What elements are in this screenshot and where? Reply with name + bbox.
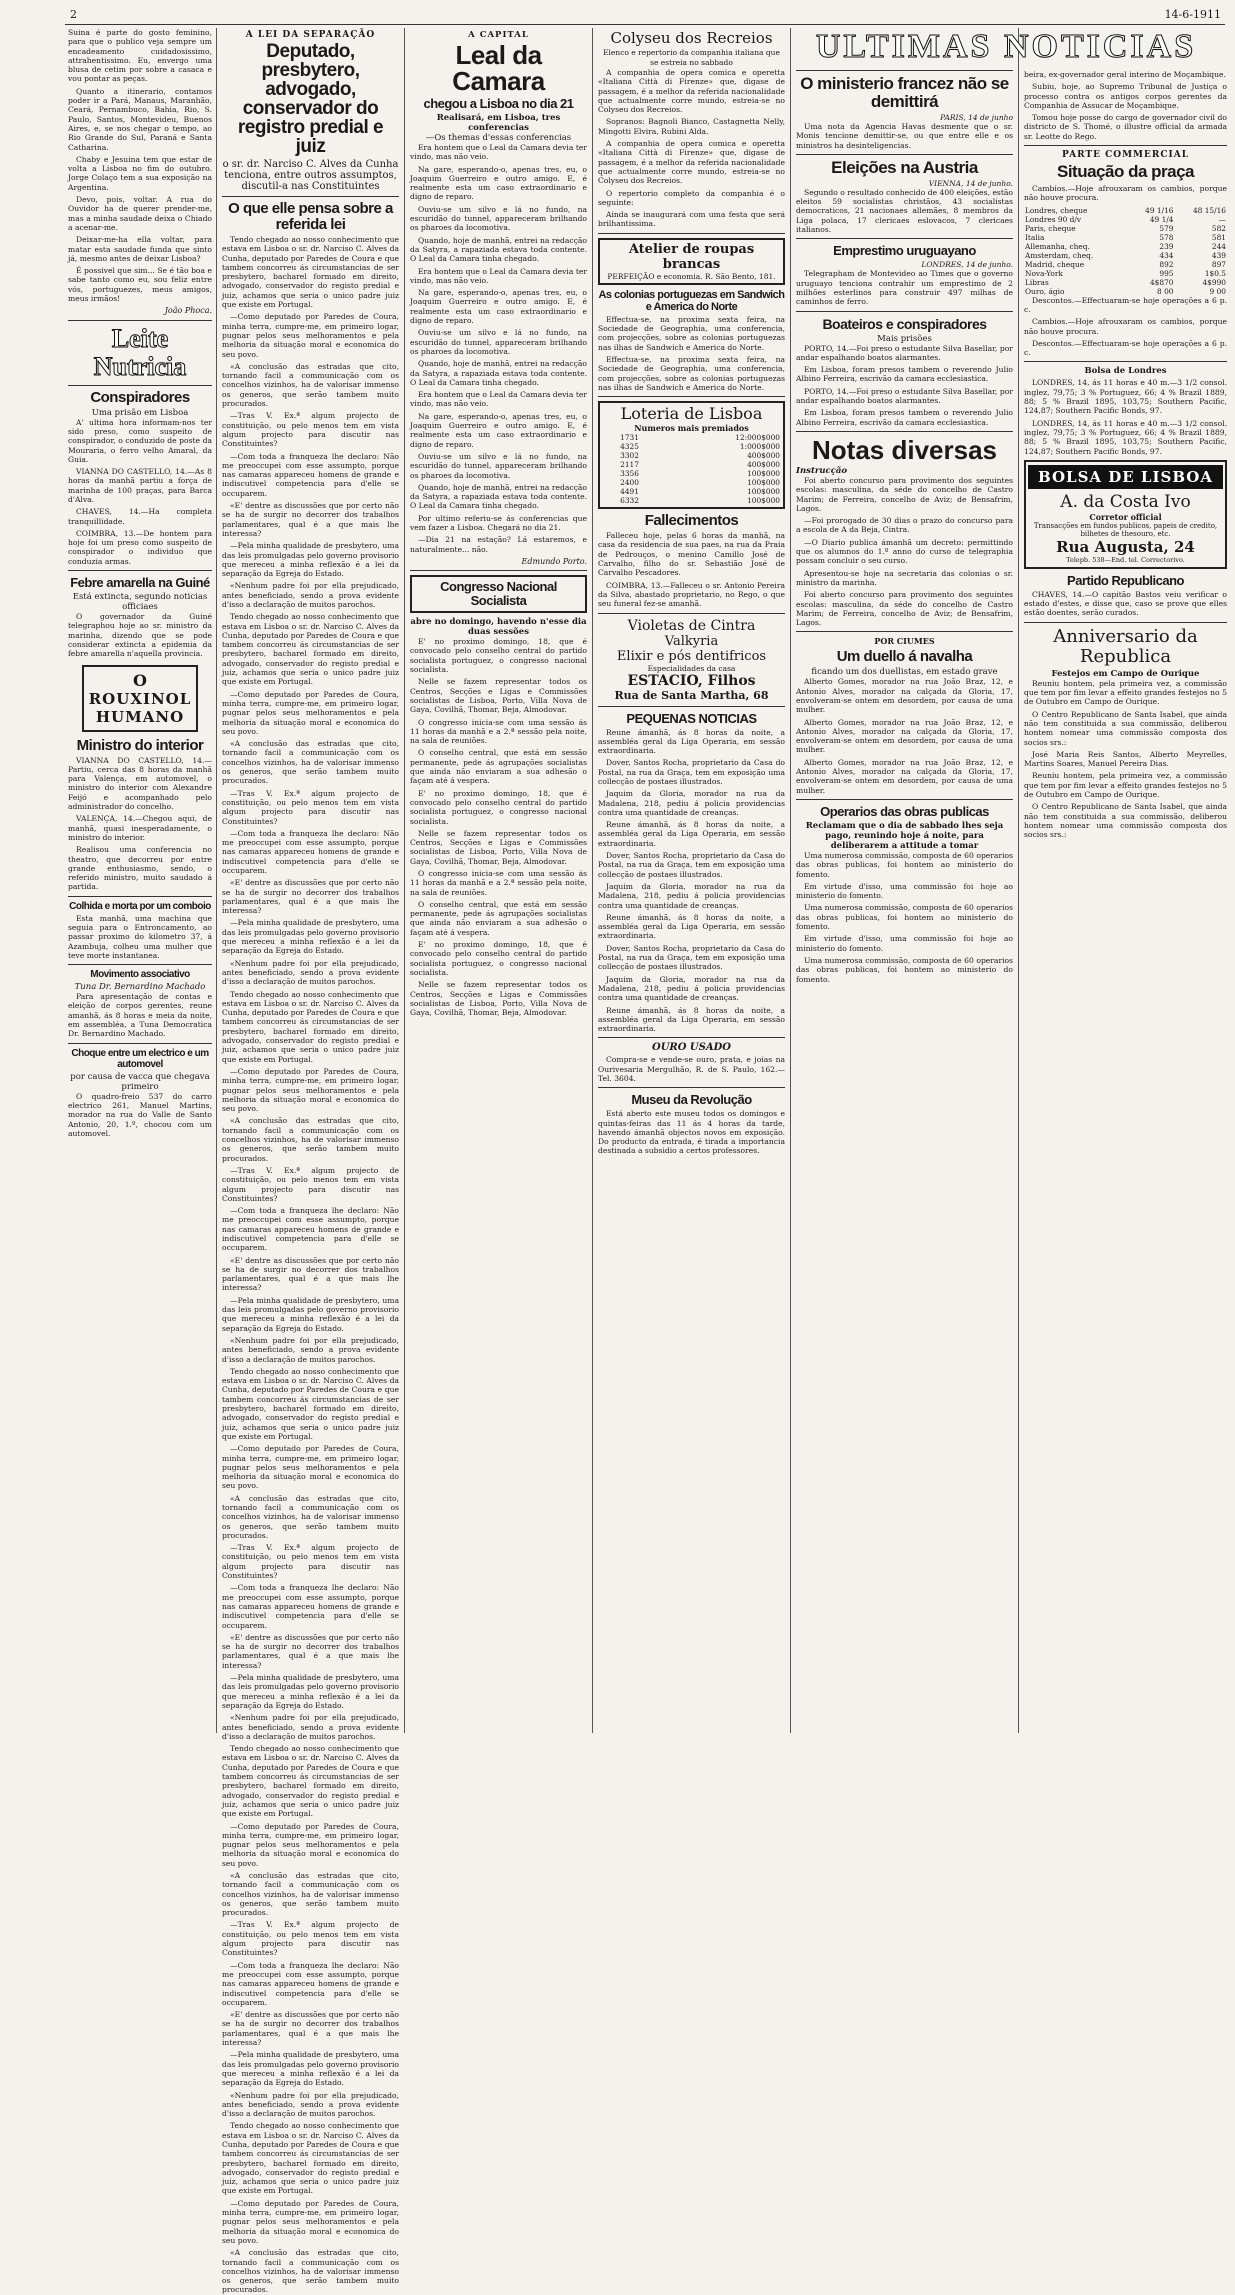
paragraph: —Tras V. Ex.ª algum projecto de constituição, ou pelo menos tem em vista algum projecto para discutir nas Constituintes? [222, 1165, 399, 1203]
headline: As colonias portuguezas em Sandwich e America do Norte [598, 288, 785, 313]
paragraph: Subiu, hoje, ao Supremo Tribunal de Justiça o processo contra os antigos corpos gerentes da Companhia de Assucar de Moçambique. [1024, 82, 1227, 110]
dateline: PARIS, 14 de junho [940, 113, 1013, 122]
page-date: 14-6-1911 [1164, 8, 1221, 21]
column-rule [404, 28, 405, 1733]
column-rule [1018, 28, 1019, 1733]
paragraph: Tendo chegado ao nosso conhecimento que estava em Lisboa o sr. dr. Narciso C. Alves da Cunha, deputado por Paredes de Coura e que tambem concorreu ás circumstancias de ser presbytero, bacharel formado em direito, advogado, conservador do registo predial e juiz, achamos que seria o unico padre juiz que existe em Portugal. [222, 989, 399, 1064]
costa-ivo-ad: BOLSA DE LISBOA A. da Costa Ivo Corretor official Transacções em fundos publicos, papeis de credito, bilhetes de thesouro, etc. Rua Augusta, 24 Telepb. 538—End. tel. Correctorivo. [1024, 460, 1227, 569]
subheadline: abre no domingo, havendo n'esse dia duas sessões [410, 617, 587, 638]
table-row [1024, 287, 1227, 296]
table-cell: 100$000 [747, 487, 780, 497]
paragraph: Jaquim da Gloria, morador na rua da Madalena, 218, pediu á policia providencias contra uma quantidade de creanças. [598, 881, 785, 910]
paragraph: Effectua-se, na proxima sexta feira, na Sociedade de Geographia, uma conferencia, com projecções, sobre as colonias portuguezas nas ilhas de Sandwich e America do Norte. [598, 314, 785, 352]
headline: Conspiradores [90, 388, 190, 406]
paragraph: A companhia de opera comica e operetta «Italiana Città di Firenze» que, digase de passagem, é a melhor da referida nacionalidade que actualmente corre mundo, estreia-se no Colyseu dos Recreios. [598, 68, 785, 115]
headline: Bolsa de Londres [1084, 366, 1167, 377]
subheadline: Uma prisão em Lisboa [91, 407, 189, 418]
subheadline: Festejos em Campo de Ourique [1051, 668, 1200, 679]
deck: o sr. dr. Narciso C. Alves da Cunha tenciona, entre outros assumptos, discutil-a nas Constituintes [222, 159, 399, 192]
paragraph: Na gare, esperando-o, apenas tres, eu, o Joaquim Guerreiro e outro amigo. E, é realmente esta um caso extraordinario e digno de reparo. [410, 411, 587, 449]
table-cell: 2400 [620, 478, 639, 488]
paragraph: —O Diario publica ámanhã um decreto: permittindo que os alumnos do 1.º anno do curso de telegraphia possam concluir o seu curso. [796, 537, 1013, 566]
table-cell: 439 [1211, 250, 1226, 260]
paragraph: O congresso inicia-se com uma sessão ás 11 horas da manhã e a 2.ª sessão pela noite, na sala de reuniões. [410, 717, 587, 746]
paragraph: —Tras V. Ex.ª algum projecto de constituição, ou pelo menos tem em vista algum projecto para discutir nas Constituintes? [222, 1920, 399, 1958]
subhead: O que elle pensa sobre a referida lei [228, 200, 393, 233]
subheadline: chegou a Lisboa no dia 21 [423, 96, 574, 111]
paragraph: Era hontem que o Leal da Camara devia ter vindo, mas não veio. [410, 266, 587, 285]
paragraph: Na gare, esperando-o, apenas tres, eu, o Joaquim Guerreiro e outro amigo. E, é realmente esta um caso extraordinario e digno de reparo. [410, 164, 587, 202]
headline: Colyseu dos Recreios [610, 29, 773, 47]
headline: O ministerio francez não se demittirá [800, 74, 1009, 111]
paragraph: Em Lisboa, foram presos tambem o reverendo Julio Albino Ferreira, escrivão da camara ecclesiastica. [796, 408, 1013, 427]
table-cell: 4491 [620, 487, 639, 497]
paragraph: —Pela minha qualidade de presbytero, uma das leis promulgadas pelo governo provisorio que mereceu a minha reflexão é a lei da separação da Egreja do Estado. [222, 1673, 399, 1710]
table-cell: Amsterdam, cheq. [1025, 250, 1094, 260]
headline: Um duello á navalha [836, 648, 973, 666]
paragraph: Tendo chegado ao nosso conhecimento que estava em Lisboa o sr. dr. Narciso C. Alves da Cunha, deputado por Paredes de Coura e que tambem concorreu ás circumstancias de ser presbytero, bacharel formado em direito, advogado, conservador do registo predial e juiz, achamos que seria o unico padre juiz que existe em Portugal. [222, 235, 399, 310]
paragraph: «A conclusão das estradas que cito, tornando facil a communicação com os concelhos vizinhos, ha de valorisar immenso os generos, que serão tambem muito procurados. [222, 361, 399, 409]
paragraph: —Com toda a franqueza lhe declaro: Não me preoccupei com esse assumpto, porque nas camaras appareceu homens de grande e indiscutivel competencia para d'elle se occuparem. [222, 1206, 399, 1253]
paragraph: beira, ex-governador geral interino de Moçambique. [1024, 70, 1226, 79]
paragraph: E' no proximo domingo, 18, que é convocado pelo conselho central do partido socialista portuguez, o congresso nacional socialista. [410, 788, 587, 826]
column-1 [68, 28, 212, 1733]
paragraph: Alberto Gomes, morador na rua João Braz, 12, e Antonio Alves, morador na calçada da Gloria, 17, envolveram-se ontem em desordem, por causa de uma mulher. [796, 677, 1013, 715]
subheadline: Mais prisões [877, 333, 932, 344]
paragraph: Reune ámanhã, ás 8 horas da noite, a assembléa geral da Liga Operaria, em sessão extraordinaria. [598, 912, 785, 941]
paragraph: Foi aberto concurso para provimento dos seguintes escolas: masculina, da séde do concelho de Castro Marim; de Ferreira, concelho de Aviz; de Bensafrim, Lagos. [796, 590, 1013, 628]
table-cell: Ouro, ágio [1025, 286, 1065, 296]
table-cell: 8 00 [1157, 286, 1174, 296]
headline: Colhida e morta por um comboio [69, 900, 211, 912]
paragraph: «E' dentre as discussões que por certo não se ha de surgir no decorrer dos trabalhos parlamentares, qual é a que mais lhe interessa? [222, 1255, 399, 1293]
deck: Realisará, em Lisboa, tres conferencias [436, 113, 561, 133]
table-row [1024, 260, 1227, 269]
paragraph: —Com toda a franqueza lhe declaro: Não me preoccupei com esse assumpto, porque nas camaras appareceu homens de grande e indiscutivel competencia para d'elle se occuparem. [222, 451, 399, 498]
paragraph: «Nenhum padre foi por ella prejudicado, antes beneficiado, sendo a prova evidente d'isso a declaração de muitos parochos. [222, 2090, 399, 2119]
table-cell: Nova-York [1025, 268, 1063, 278]
column-2 [222, 28, 399, 2295]
paragraph: Ouviu-se um silvo e lá no fundo, na escuridão do tunnel, appareceram brilhando os pharoes da locomotiva. [410, 328, 587, 356]
table-cell: 3302 [620, 451, 639, 461]
loteria-table [602, 433, 781, 505]
table-cell: 49 1/16 [1145, 205, 1174, 215]
paragraph: «Nenhum padre foi por ella prejudicado, antes beneficiado, sendo a prova evidente d'isso a declaração de muitos parochos. [222, 581, 399, 609]
paragraph: Cambios.—Hoje afrouxaram os cambios, porque não houve procura. [1024, 317, 1227, 336]
headline: Partido Republicano [1067, 572, 1184, 588]
paragraph: «Nenhum padre foi por ella prejudicado, antes beneficiado, sendo a prova evidente d'isso a declaração de muitos parochos. [222, 1335, 399, 1364]
paragraph: «E' dentre as discussões que por certo não se ha de surgir no decorrer dos trabalhos parlamentares, qual é a que mais lhe interessa? [222, 2010, 399, 2048]
paragraph: O governador da Guiné telegraphou hoje ao sr. ministro da marinha, dizendo que se pode considerar extincta a epidemia da febre amarella n'aquella provincia. [68, 612, 212, 659]
paragraph: Tendo chegado ao nosso conhecimento que estava em Lisboa o sr. dr. Narciso C. Alves da Cunha, deputado por Paredes de Coura e que tambem concorreu ás circumstancias de ser presbytero, bacharel formado em direito, advogado, conservador do registo predial e juiz, achamos que seria o unico padre juiz que existe em Portugal. [222, 1744, 399, 1819]
paragraph: «A conclusão das estradas que cito, tornando facil a communicação com os concelhos vizinhos, ha de valorisar immenso os generos, que serão tambem muito procurados. [222, 1116, 399, 1163]
subheadline: Reclamam que o dia de sabbado lhes seja pago, reunindo hoje á noite, para deliberarem a attitude a tomar [805, 820, 1004, 851]
paragraph: O repertorio completo da companhia é o seguinte: [598, 188, 785, 207]
paragraph: Quando, hoje de manhã, entrei na redacção da Satyra, a rapaziada estava toda contente. O Leal da Camara tinha chegado. [410, 235, 587, 264]
deck: —Os themas d'essas conferencias [425, 133, 572, 143]
paragraph: Descontos.—Effectuaram-se hoje operações a 6 p. c. [1024, 338, 1227, 358]
paragraph: Apresentou-se hoje na secretaria das colonias o sr. ministro da marinha. [796, 568, 1013, 587]
paragraph: Alberto Gomes, morador na rua João Braz, 12, e Antonio Alves, morador na calçada da Gloria, 17, envolveram-se ontem em desordem, por causa de uma mulher. [796, 717, 1013, 755]
paragraph: CHAVES, 14.—Ha completa tranquillidade. [68, 507, 212, 526]
paragraph: «A conclusão das estradas que cito, tornando facil a communicação com os concelhos vizinhos, ha de valorisar immenso os generos, que serão tambem muito procurados. [222, 739, 399, 786]
table-cell: 1$0.5 [1204, 268, 1226, 278]
table-cell: 897 [1211, 259, 1226, 269]
paragraph: Reune ámanhã, ás 8 horas da noite, a assembléa geral da Liga Operaria, em sessão extraordinaria. [598, 727, 785, 756]
paragraph: Tendo chegado ao nosso conhecimento que estava em Lisboa o sr. dr. Narciso C. Alves da Cunha, deputado por Paredes de Coura e que tambem concorreu ás circumstancias de ser presbytero, bacharel formado em direito, advogado, conservador do registo predial e juiz, achamos que seria o unico padre juiz que existe em Portugal. [222, 2121, 399, 2196]
table-cell: Libras [1025, 277, 1049, 287]
headline: Operarios das obras publicas [820, 803, 989, 819]
column-4 [598, 28, 785, 1733]
table-cell: 4$990 [1202, 277, 1226, 287]
column-6 [1024, 70, 1227, 1733]
paragraph: —Pela minha qualidade de presbytero, uma das leis promulgadas pelo governo provisorio que mereceu a minha reflexão é a lei da separação da Egreja do Estado. [222, 918, 399, 956]
paragraph: Foi aberto concurso para provimento dos seguintes escolas: masculina, da séde do concelho de Castro Marim; de Ferreira, concelho de Aviz; de Bensafrim, Lagos. [796, 475, 1013, 513]
cambios-table [1024, 206, 1227, 296]
paragraph: Dover, Santos Rocha, proprietario da Casa do Postal, na rua da Graça, tem em exposição uma collecção de postaes illustrados. [598, 758, 785, 786]
paragraph: Realisou uma conferencia no theatro, que decorreu por entre grande enthusiasmo, sendo, o referido ministro, muito saudado á partida. [68, 845, 212, 892]
headline: Emprestimo uruguayano [833, 243, 976, 259]
signature: João Phoca. [164, 306, 212, 316]
paragraph: O conselho central, que está em sessão permanente, pede ás agrupações socialistas que ainda não enviaram a sua adhesão o façam até á vespera. [410, 748, 587, 786]
headline: Leal da Camara [452, 40, 545, 96]
paragraph: Na gare, esperando-o, apenas tres, eu, o Joaquim Guerreiro e outro amigo. E, é realmente esta um caso extraordinario e digno de reparo. [410, 288, 587, 326]
paragraph: Quando, hoje de manhã, entrei na redacção da Satyra, a rapaziada estava toda contente. O Leal da Camara tinha chegado. [410, 359, 587, 387]
table-cell: 9 00 [1209, 286, 1226, 296]
paragraph: Reuniu hontem, pela primeira vez, a commissão que tem por fim levar a effeito grandes festejos no 5 de Outubro em Campo de Ourique. [1024, 771, 1227, 799]
table-cell: 100$000 [747, 496, 780, 506]
paragraph: —Com toda a franqueza lhe declaro: Não me preoccupei com esse assumpto, porque nas camaras appareceu homens de grande e indiscutivel competencia para d'elle se occuparem. [222, 1960, 399, 2007]
paragraph: É possivel que sim... Se é tão boa e sabe tanto como eu, sou feliz entre vós, portuguezes, meus amigos, meus irmãos! [68, 266, 212, 304]
paragraph: Effectua-se, na proxima sexta feira, na Sociedade de Geographia, uma conferencia, com projecções, sobre as colonias portuguezas nas ilhas de Sandwich e America do Norte. [598, 354, 785, 392]
rouxinol-ad: O ROUXINOL HUMANO [82, 665, 198, 732]
paragraph: Alberto Gomes, morador na rua João Braz, 12, e Antonio Alves, morador na calçada da Gloria, 17, envolveram-se ontem em desordem, por causa de uma mulher. [796, 757, 1013, 795]
subheadline: Tuna Dr. Bernardino Machado [74, 982, 206, 993]
violetas-ad: Violetas de Cintra Valkyria Elixir e pós dentifricos Especialidades da casa ESTACIO, Filhos Rua de Santa Martha, 68 [614, 617, 769, 702]
headline: Movimento associativo [90, 969, 190, 981]
paragraph: Em Lisboa, foram presos tambem o reverendo Julio Albino Ferreira, escrivão da camara ecclesiastica. [796, 365, 1013, 384]
paragraph: O Centro Republicano de Santa Isabel, que ainda não tem constituida a sua commissão, deliberou hontem nomear uma commissão composta dos socios srs.: [1024, 802, 1227, 840]
loteria-box: Loteria de Lisboa Numeros mais premiados 1731 12:000$000 4325 1:000$000 3302 400$000 2117 400$000 3356 100$000 2400 100$000 4491 100$000 6332 100$000 [598, 401, 785, 509]
table-cell: 1731 [620, 433, 639, 443]
table-cell: Londres, cheque [1025, 205, 1088, 215]
paragraph: —Com toda a franqueza lhe declaro: Não me preoccupei com esse assumpto, porque nas camaras appareceu homens de grande e indiscutivel competencia para d'elle se occuparem. [222, 828, 399, 875]
paragraph: «E' dentre as discussões que por certo não se ha de surgir no decorrer dos trabalhos parlamentares, qual é a que mais lhe interessa? [222, 501, 399, 538]
table-row [1024, 206, 1227, 215]
table-cell: 6332 [620, 496, 639, 506]
paragraph: E' no proximo domingo, 18, que é convocado pelo conselho central do partido socialista portuguez, o congresso nacional socialista. [410, 940, 587, 977]
paragraph: «Nenhum padre foi por ella prejudicado, antes beneficiado, sendo a prova evidente d'isso a declaração de muitos parochos. [222, 958, 399, 987]
paragraph: —Como deputado por Paredes de Coura, minha terra, cumpre-me, em primeiro logar, pugnar pelos seus melhoramentos e pela melhoria da situação moral e economica do seu povo. [222, 312, 399, 359]
table-cell: 579 [1159, 223, 1174, 233]
paragraph: Cambios.—Hoje afrouxaram os cambios, porque não houve procura. [1024, 184, 1227, 203]
paragraph: Em virtude d'isso, uma commissão foi hoje ao ministerio do fomento. [796, 934, 1013, 953]
table-row [602, 487, 781, 496]
paragraph: Descontos.—Effectuaram-se hoje operações a 6 p. c. [1024, 295, 1227, 314]
paragraph: Suina é parte do gosto feminino, para que o publico veja sempre um encadeamento cuidadosissimo, attrahentissimo. Eu, envergo uma blusa de cetim por sobre a casaca e vou pontar as peças. [68, 28, 212, 84]
paragraph: José Maria Reis Santos, Alberto Meyrelles, Martins Soares, Manuel Pereira Dias. [1024, 749, 1227, 769]
paragraph: —Dia 21 na estação? Lá estaremos, e naturalmente... não. [410, 535, 587, 554]
paragraph: O congresso inicia-se com uma sessão ás 11 horas da manhã e a 2.ª sessão pela noite, na sala de reuniões. [410, 869, 587, 897]
subheadline: ficando um dos duellistas, em estado grave [811, 667, 998, 678]
table-row [1024, 278, 1227, 287]
leite-nutricia-ad: Leite Nutricia [93, 323, 187, 381]
paragraph: «Nenhum padre foi por ella prejudicado, antes beneficiado, sendo a prova evidente d'isso a declaração de muitos parochos. [222, 1713, 399, 1741]
headline: Anniversario da Republica [1053, 625, 1198, 667]
paragraph: Falleceu hoje, pelas 6 horas da manhã, na casa da residencia de sua paes, na rua da Praia de Pedrouços, o menino Camillo José de Carvalho, filho do sr. Sebastião José de Carvalho Pescadores. [598, 531, 785, 578]
table-cell: 892 [1159, 259, 1174, 269]
paragraph: Reune ámanhã, ás 8 horas da noite, a assembléa geral da Liga Operaria, em sessão extraordinaria. [598, 1005, 785, 1034]
paragraph: Compra-se e vende-se ouro, prata, e joias na Ourivesaria Mergulhão, R. de S. Paulo, 162.—Tel. 3604. [598, 1055, 785, 1083]
paragraph: Ouviu-se um silvo e lá no fundo, na escuridão do tunnel, appareceram brilhando os pharoes da locomotiva. [410, 204, 587, 233]
table-row [602, 496, 781, 505]
paragraph: E' no proximo domingo, 18, que é convocado pelo conselho central do partido socialista portuguez, o congresso nacional socialista. [410, 637, 587, 675]
table-cell: 995 [1159, 268, 1174, 278]
table-cell: 578 [1159, 232, 1174, 242]
table-cell: 244 [1211, 241, 1226, 251]
paragraph: Tendo chegado ao nosso conhecimento que estava em Lisboa o sr. dr. Narciso C. Alves da Cunha, deputado por Paredes de Coura e que tambem concorreu ás circumstancias de ser presbytero, bacharel formado em direito, advogado, conservador do registo predial e juiz, achamos que seria o unico padre juiz que existe em Portugal. [222, 1366, 399, 1441]
paragraph: Era hontem que o Leal da Camara devia ter vindo, mas não veio. [410, 143, 587, 162]
column-rule [216, 28, 217, 1733]
paragraph: Segundo o resultado conhecido de 400 eleições, estão eleitos 59 socialistas christãos, 43 socialistas democraticos, 21 nacionaes allemães, 8 membros da Liga polaca, 17 clericaes eslovacos, 7 clericaes italianos. [796, 187, 1013, 235]
paragraph: Nelle se fazem representar todos os Centros, Secções e Ligas e Commissões socialistas de Lisboa, Porto, Villa Nova de Gaya, Covilhã, Thomar, Beja, Almodovar. [410, 677, 587, 715]
paragraph: Uma nota da Agencia Havas desmente que o sr. Monis tencione demittir-se, ou que entre elle e os ministros ha desinteligencias. [796, 122, 1013, 150]
paragraph: LONDRES, 14, ás 11 horas e 40 m.—3 1/2 consol. inglez, 79,75; 3 % Portuguez, 66; 4 % Brazil 1889, 88; 5 % Brazil 1895, 103,75; Southern Pacific, 124,87; Southern Pacific Bonds, 97. [1024, 378, 1227, 416]
subheadline: Está extincta, segundo noticias officiaes [72, 592, 208, 613]
paragraph: Ouviu-se um silvo e lá no fundo, na escuridão do tunnel, appareceram brilhando os pharoes da locomotiva. [410, 451, 587, 480]
paragraph: VIANNA DO CASTELLO, 14.—As 8 horas da manhã partiu a força de marinha de 100 praças, para Barca d'Alva. [68, 467, 212, 504]
paragraph: —Como deputado por Paredes de Coura, minha terra, cumpre-me, em primeiro logar, pugnar pelos seus melhoramentos e pela melhoria da situação moral e economica do seu povo. [222, 1821, 399, 1868]
paragraph: Quanto a itinerario, contamos poder ir a Pará, Manaus, Maranhão, Ceará, Pernambuco, Bahia, Rio, S. Paulo, Santos, Montevideu, Buenos Aires, e, se nos chegar o tempo, ao Rio Grande do Sul, Paraná e Santa Catharina. [68, 86, 212, 152]
table-cell: 100$000 [747, 478, 780, 488]
paragraph: —Pela minha qualidade de presbytero, uma das leis promulgadas pelo governo provisorio que mereceu a minha reflexão é a lei da separação da Egreja do Estado. [222, 1295, 399, 1333]
kicker: A CAPITAL [468, 30, 529, 40]
table-cell: 581 [1211, 232, 1226, 242]
paragraph: Tomou hoje posse do cargo de governador civil do districto de S. Thomé, o illustre official da armada sr. Leotte do Rego. [1024, 113, 1227, 141]
signature: Edmundo Porto. [521, 556, 587, 566]
paragraph: LONDRES, 14, ás 11 horas e 40 m.—3 1/2 consol. inglez, 79,75; 3 % Portuguez, 66; 4 % Brazil 1889, 88; 5 % Brazil 1895, 103,75; Southern Pacific, 124,87; Southern Pacific Bonds, 97. [1024, 418, 1227, 456]
paragraph: Deixar-me-ha ella voltar, para matar esta saudade funda que sinto já, mesmo antes de deixar Lisboa? [68, 235, 212, 263]
headline: Fallecimentos [644, 512, 739, 530]
headline: Congresso Nacional Socialista [440, 579, 557, 609]
paragraph: Dover, Santos Rocha, proprietario da Casa do Postal, na rua da Graça, tem em exposição uma collecção de postaes illustrados. [598, 943, 785, 972]
paragraph: Jaquim da Gloria, morador na rua da Madalena, 218, pediu á policia providencias contra uma quantidade de creanças. [598, 789, 785, 817]
paragraph: Era hontem que o Leal da Camara devia ter vindo, mas não veio. [410, 390, 587, 409]
paragraph: Reuniu hontem, pela primeira vez, a commissão que tem por fim levar a effeito grandes festejos no 5 de Outubro em Campo de Ourique. [1024, 678, 1227, 707]
table-row [602, 478, 781, 487]
paragraph: —Com toda a franqueza lhe declaro: Não me preoccupei com esse assumpto, porque nas camaras appareceu homens de grande e indiscutivel competencia para d'elle se occuparem. [222, 1583, 399, 1630]
subheadline: Instrucção [796, 465, 848, 476]
dateline: LONDRES, 14 de junho. [921, 260, 1013, 270]
paragraph: Dover, Santos Rocha, proprietario da Casa do Postal, na rua da Graça, tem em exposição uma collecção de postaes illustrados. [598, 851, 785, 879]
table-cell: 400$000 [747, 460, 780, 470]
paragraph: Está aberto este museu todos os domingos e quintas-feiras das 11 ás 4 horas da tarde, havendo ámanhã objectos novos em exposição. Do producto da entrada, é tirada a importancia destinada a subsidio a certos professores. [598, 1109, 785, 1156]
paragraph: Nelle se fazem representar todos os Centros, Secções e Ligas e Commissões socialistas de Lisboa, Porto, Villa Nova de Gaya, Covilhã, Thomar, Beja, Almodovar. [410, 828, 587, 866]
paragraph: «E' dentre as discussões que por certo não se ha de surgir no decorrer dos trabalhos parlamentares, qual é a que mais lhe interessa? [222, 1632, 399, 1670]
table-cell: 4325 [620, 442, 639, 452]
table-row [602, 460, 781, 469]
table-cell: Madrid, cheque [1025, 259, 1085, 269]
column-3 [410, 28, 587, 1733]
headline: Febre amarella na Guiné [70, 575, 210, 591]
headline: Museu da Revolução [631, 1092, 752, 1108]
paragraph: Reune ámanhã, ás 8 horas da noite, a assembléa geral da Liga Operaria, em sessão extraordinaria. [598, 820, 785, 848]
table-cell: Italia [1025, 232, 1045, 242]
table-cell: 4$870 [1149, 277, 1174, 287]
paragraph: COIMBRA, 13.—De hontem para hoje foi um preso como suspeito de conspirador o individuo que conduzia armas. [68, 528, 212, 566]
paragraph: «A conclusão das estradas que cito, tornando facil a communicação com os concelhos vizinhos, ha de valorisar immenso os generos, que serão tambem muito procurados. [222, 2248, 399, 2295]
paragraph: Chaby e Jesuina tem que estar de volta a Lisboa no fim do outubro. Jorge Colaço tem a sua exposição na Argentina. [68, 154, 212, 192]
paragraph: VIANNA DO CASTELLO, 14.—Partiu, cerca das 8 horas da manhã para Valença, em automovel, o ministro do interior com Alexandre Feijó e acompanhado pelo administrador do concelho. [68, 755, 212, 812]
table-row [602, 433, 781, 442]
table-row [1024, 269, 1227, 278]
paragraph: Uma numerosa commissão, composta de 60 operarios das obras publicas, foi hontem ao ministerio do fomento. [796, 850, 1013, 879]
table-cell: 12:000$000 [735, 433, 780, 443]
atelier-ad: Atelier de roupas brancas PERFEIÇÃO e economia. R. São Bento, 181. [598, 238, 785, 285]
column-rule [790, 28, 791, 1733]
paragraph: Jaquim da Gloria, morador na rua da Madalena, 218, pediu á policia providencias contra uma quantidade de creanças. [598, 974, 785, 1003]
paragraph: Uma numerosa commissão, composta de 60 operarios das obras publicas, foi hontem ao ministerio do fomento. [796, 903, 1013, 932]
paragraph: O quadro-freio 537 do carro electrico 261, Manuel Martins, morador na rua do Valle de Santo Antonio, 20, 1.º, chocou com um automovel. [68, 1091, 212, 1138]
paragraph: Devo, pois, voltar. A rua do Ouvidor ha de querer prender-me, mas a minha saudade deixa o Chiado a acenar-me. [68, 195, 212, 232]
headline: PEQUENAS NOTICIAS [626, 710, 757, 726]
paragraph: Sopranos: Bagnoli Bianco, Castagnetta Nelly, Mingotti Elvira, Rubini Alda. [598, 117, 785, 136]
table-cell: 100$000 [747, 469, 780, 479]
table-row [1024, 251, 1227, 260]
paragraph: O Centro Republicano de Santa Isabel, que ainda não tem constituida a sua commissão, deliberou hontem nomear uma commissão composta dos socios srs.: [1024, 709, 1227, 747]
paragraph: VALENÇA, 14.—Chegou aqui, de manhã, quasi inesperadamente, o ministro do interior. [68, 814, 212, 842]
kicker: POR CIUMES [874, 636, 935, 647]
headline: OURO USADO [651, 1042, 732, 1054]
paragraph: PORTO, 14.—Foi preso o estudante Silva Basellar, por andar espalhando boatos alarmantes. [796, 343, 1013, 362]
paragraph: —Como deputado por Paredes de Coura, minha terra, cumpre-me, em primeiro logar, pugnar pelos seus melhoramentos e pela melhoria da situação moral e economica do seu povo. [222, 2198, 399, 2245]
headline: Boateiros e conspiradores [822, 315, 987, 332]
table-cell: 400$000 [747, 451, 780, 461]
table-row [602, 451, 781, 460]
paragraph: A' ultima hora informam-nos ter sido preso, como suspeito de conspirador, o conduzido de poste da Mouraria, o ferro velho Amaral, da Guia. [68, 417, 212, 464]
paragraph: —Como deputado por Paredes de Coura, minha terra, cumpre-me, em primeiro logar, pugnar pelos seus melhoramentos e pela melhoria da situação moral e economica do seu povo. [222, 689, 399, 736]
paragraph: «A conclusão das estradas que cito, tornando facil a communicação com os concelhos vizinhos, ha de valorisar immenso os generos, que serão tambem muito procurados. [222, 1493, 399, 1540]
table-row [602, 442, 781, 451]
headline: Choque entre um electrico e um automovel [71, 1047, 209, 1070]
paragraph: Telegrapham de Montevideo ao Times que o governo uruguayo tenciona contrahir um emprestimo de 2 milhões esterlinos para construir 497 milhas de caminhos de ferro. [796, 269, 1013, 307]
table-cell: 434 [1159, 250, 1174, 260]
paragraph: —Pela minha qualidade de presbytero, uma das leis promulgadas pelo governo provisorio que mereceu a minha reflexão é a lei da separação da Egreja do Estado. [222, 2050, 399, 2088]
top-rule [65, 24, 1225, 25]
paragraph: Ainda se inaugurará com uma festa que será brilhantissima. [598, 210, 785, 229]
paragraph: —Tras V. Ex.ª algum projecto de constituição, ou pelo menos tem em vista algum projecto para discutir nas Constituintes? [222, 788, 399, 826]
paragraph: COIMBRA, 13.—Falleceu o sr. Antonio Pereira da Silva, abastado proprietario, no Rego, o que seu funeral fez-se amanhã. [598, 580, 785, 609]
headline: Loteria de Lisboa [620, 404, 763, 424]
kicker: A LEI DA SEPARAÇÃO [245, 30, 376, 40]
page-number: 2 [70, 8, 77, 21]
table-cell: Londres 90 d/v [1025, 214, 1082, 224]
paragraph: Para apresentação de contas e eleição de corpos gerentes, reune amanhã, ás 8 horas e meia da noite, em assembléa, a Tuna Democratica Dr. Bernardino Machado. [68, 992, 212, 1039]
paragraph: —Tras V. Ex.ª algum projecto de constituição, ou pelo menos tem em vista algum projecto para discutir nas Constituintes? [222, 1543, 399, 1581]
dateline: VIENNA, 14 de junho. [928, 178, 1013, 188]
table-cell: 239 [1159, 241, 1174, 251]
paragraph: A companhia de opera comica e operetta «Italiana Città di Firenze» que, digase de passagem, é a melhor da referida nacionalidade que actualmente corre mundo, estreia-se no Colyseu dos Recreios. [598, 139, 785, 186]
paragraph: Nelle se fazem representar todos os Centros, Secções e Ligas e Commissões socialistas de Lisboa, Porto, Villa Nova de Gaya, Covilhã, Thomar, Beja, Almodovar. [410, 980, 587, 1018]
headline: Deputado, presbytero, advogado, conservador do registro predial e juiz [237, 41, 384, 157]
paragraph: —Como deputado por Paredes de Coura, minha terra, cumpre-me, em primeiro logar, pugnar pelos seus melhoramentos e pela melhoria da situação moral e economica do seu povo. [222, 1444, 399, 1491]
paragraph: Em virtude d'isso, uma commissão foi hoje ao ministerio do fomento. [796, 881, 1013, 901]
paragraph: «E' dentre as discussões que por certo não se ha de surgir no decorrer dos trabalhos parlamentares, qual é a que mais lhe interessa? [222, 878, 399, 916]
paragraph: Por ultimo referiu-se ás conferencias que vem fazer a Lisboa. Chegará no dia 21. [410, 513, 587, 532]
table-row [1024, 224, 1227, 233]
table-cell: — [1218, 214, 1226, 224]
paragraph: «A conclusão das estradas que cito, tornando facil a communicação com os concelhos vizinhos, ha de valorisar immenso os generos, que serão tambem muito procurados. [222, 1870, 399, 1918]
headline: Notas diversas [812, 434, 997, 465]
paragraph: —Como deputado por Paredes de Coura, minha terra, cumpre-me, em primeiro logar, pugnar pelos seus melhoramentos e pela melhoria da situação moral e economica do seu povo. [222, 1066, 399, 1114]
table-cell: 582 [1211, 223, 1226, 233]
paragraph: Quando, hoje de manhã, entrei na redacção da Satyra, a rapaziada estava toda contente. O Leal da Camara tinha chegado. [410, 482, 587, 511]
table-cell: 3356 [620, 469, 639, 479]
table-cell: 48 15/16 [1192, 205, 1226, 215]
table-cell: Allemanha, cheq. [1025, 241, 1090, 251]
paragraph: O conselho central, que está em sessão permanente, pede ás agrupações socialistas que ainda não enviaram a sua adhesão o façam até á vespera. [410, 899, 587, 937]
section-title: PARTE COMMERCIAL [1061, 150, 1190, 161]
ultimas-noticias-banner: ULTIMAS NOTICIAS [815, 28, 1197, 65]
table-cell: 2117 [620, 460, 639, 470]
table-row [1024, 233, 1227, 242]
congresso-box [410, 575, 587, 613]
headline: Ministro do interior [76, 736, 204, 754]
table-cell: Paris, cheque [1025, 223, 1076, 233]
headline: Situação da praça [1056, 162, 1194, 182]
subheadline: por causa de vacca que chegava primeiro [70, 1071, 210, 1092]
subheadline: Elenco e repertorio da companhia italiana que se estreia no sabbado [603, 48, 780, 67]
paragraph: —Pela minha qualidade de presbytero, uma das leis promulgadas pelo governo provisorio que mereceu a minha reflexão é a lei da separação da Egreja do Estado. [222, 541, 399, 579]
paragraph: —Foi prorogado de 30 dias o prazo do concurso para a escola de A da Beja, Cintra. [796, 516, 1013, 535]
headline: Eleições na Austria [831, 157, 978, 177]
paragraph: Esta manhã, uma machina que seguia para o Entroncamento, ao passar proximo do kilometro 37, á Azambuja, colheu uma mulher que teve morte instantanea. [68, 913, 212, 960]
table-cell: 1:000$000 [739, 442, 780, 452]
table-cell: 49 1/4 [1149, 214, 1174, 224]
table-row [1024, 242, 1227, 251]
paragraph: Uma numerosa commissão, composta de 60 operarios das obras publicas, foi hontem ao ministerio do fomento. [796, 955, 1013, 984]
paragraph: PORTO, 14.—Foi preso o estudante Silva Basellar, por andar espalhando boatos alarmantes. [796, 386, 1013, 406]
paragraph: CHAVES, 14.—O capitão Bastos veiu verificar o estado d'estes, e disse que, caso se prove que elles estão doentes, serão curados. [1024, 589, 1227, 618]
table-row [1024, 215, 1227, 224]
column-rule [592, 28, 593, 1733]
paragraph: Tendo chegado ao nosso conhecimento que estava em Lisboa o sr. dr. Narciso C. Alves da Cunha, deputado por Paredes de Coura e que tambem concorreu ás circumstancias de ser presbytero, bacharel formado em direito, advogado, conservador do registo predial e juiz, achamos que seria o unico padre juiz que existe em Portugal. [222, 612, 399, 687]
paragraph: —Tras V. Ex.ª algum projecto de constituição, ou pelo menos tem em vista algum projecto para discutir nas Constituintes? [222, 411, 399, 449]
table-row [602, 469, 781, 478]
